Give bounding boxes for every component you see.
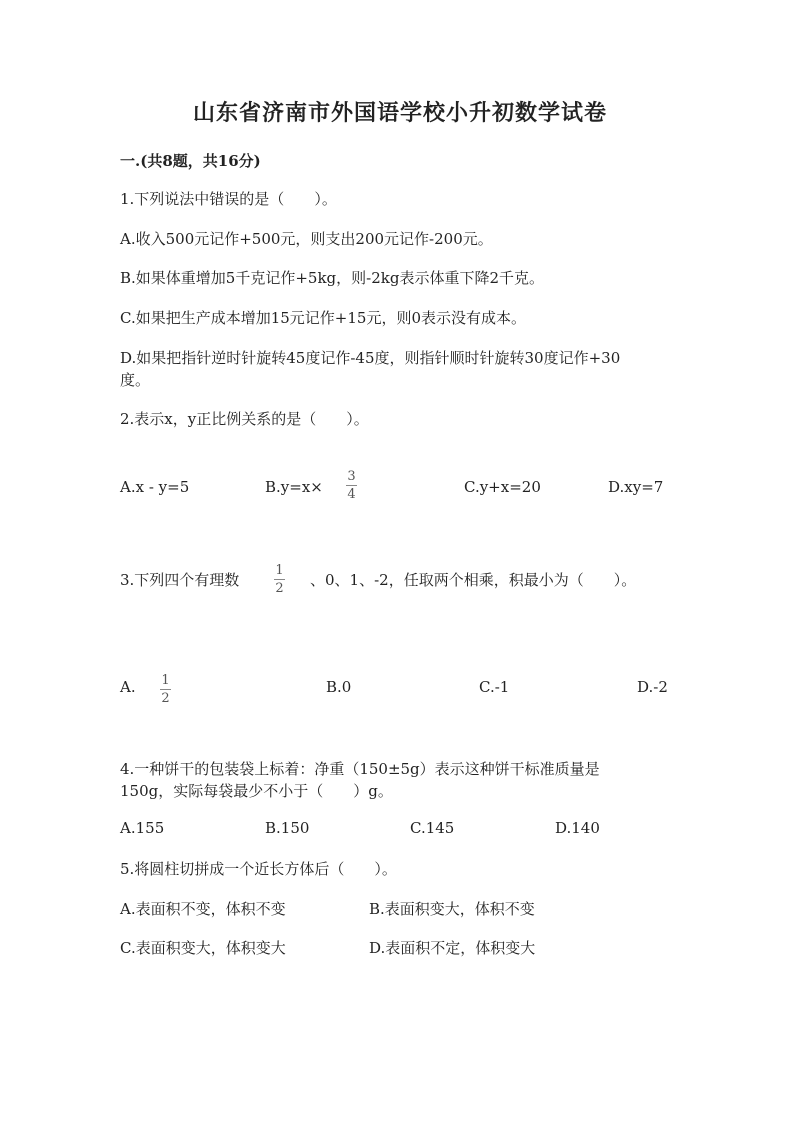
q1-option-d-line2: 度。 xyxy=(120,371,151,389)
fraction-bar xyxy=(160,689,171,690)
q3-option-a-fraction xyxy=(160,674,171,705)
q3-stem-pre: 3.下列四个有理数 xyxy=(120,571,240,589)
q1-option-a: A.收入500元记作+500元，则支出200元记作-200元。 xyxy=(120,230,493,248)
q3-stem-post: 、0、1、-2，任取两个相乘，积最小为（ ）。 xyxy=(310,571,637,589)
fraction-numerator: 1 xyxy=(275,563,284,578)
q3-option-d: D.-2 xyxy=(637,678,668,696)
q5-option-c: C.表面积变大，体积变大 xyxy=(120,939,286,957)
q4-option-c: C.145 xyxy=(410,819,455,837)
fraction-numerator: 1 xyxy=(161,673,170,688)
fraction-denominator: 4 xyxy=(347,487,356,502)
q2-option-c: C.y+x=20 xyxy=(464,478,541,496)
q5-stem: 5.将圆柱切拼成一个近长方体后（ ）。 xyxy=(120,860,397,878)
fraction-bar xyxy=(346,485,357,486)
q1-stem: 1.下列说法中错误的是（ ）。 xyxy=(120,190,337,208)
q4-option-a: A.155 xyxy=(120,819,165,837)
q2-option-b: B.y=x× xyxy=(265,478,323,496)
q3-stem-fraction xyxy=(274,564,285,595)
q4-option-b: B.150 xyxy=(265,819,310,837)
q4-stem-line2: 150g，实际每袋最少不小于（ ）g。 xyxy=(120,782,393,800)
q3-option-a: A. xyxy=(120,678,136,696)
q5-option-a: A.表面积不变，体积不变 xyxy=(120,900,286,918)
q1-option-d-line1: D.如果把指针逆时针旋转45度记作-45度，则指针顺时针旋转30度记作+30 xyxy=(120,349,621,367)
page-title: 山东省济南市外国语学校小升初数学试卷 xyxy=(192,100,607,126)
q4-stem-line1: 4.一种饼干的包装袋上标着：净重（150±5g）表示这种饼干标准质量是 xyxy=(120,760,600,778)
q3-option-b: B.0 xyxy=(326,678,352,696)
fraction-numerator: 3 xyxy=(347,469,356,484)
q1-option-b: B.如果体重增加5千克记作+5kg，则-2kg表示体重下降2千克。 xyxy=(120,269,544,287)
section-heading: 一.(共8题，共16分) xyxy=(120,152,261,170)
q5-option-b: B.表面积变大，体积不变 xyxy=(369,900,535,918)
fraction-denominator: 2 xyxy=(161,691,170,706)
q1-option-c: C.如果把生产成本增加15元记作+15元，则0表示没有成本。 xyxy=(120,309,526,327)
fraction-denominator: 2 xyxy=(275,581,284,596)
q5-option-d: D.表面积不定，体积变大 xyxy=(369,939,536,957)
q2-stem: 2.表示x，y正比例关系的是（ ）。 xyxy=(120,410,369,428)
q2-option-b-fraction xyxy=(346,470,357,501)
q3-option-c: C.-1 xyxy=(479,678,510,696)
fraction-bar xyxy=(274,579,285,580)
q2-option-d: D.xy=7 xyxy=(608,478,664,496)
q2-option-a: A.x - y=5 xyxy=(120,478,190,496)
q4-option-d: D.140 xyxy=(555,819,600,837)
